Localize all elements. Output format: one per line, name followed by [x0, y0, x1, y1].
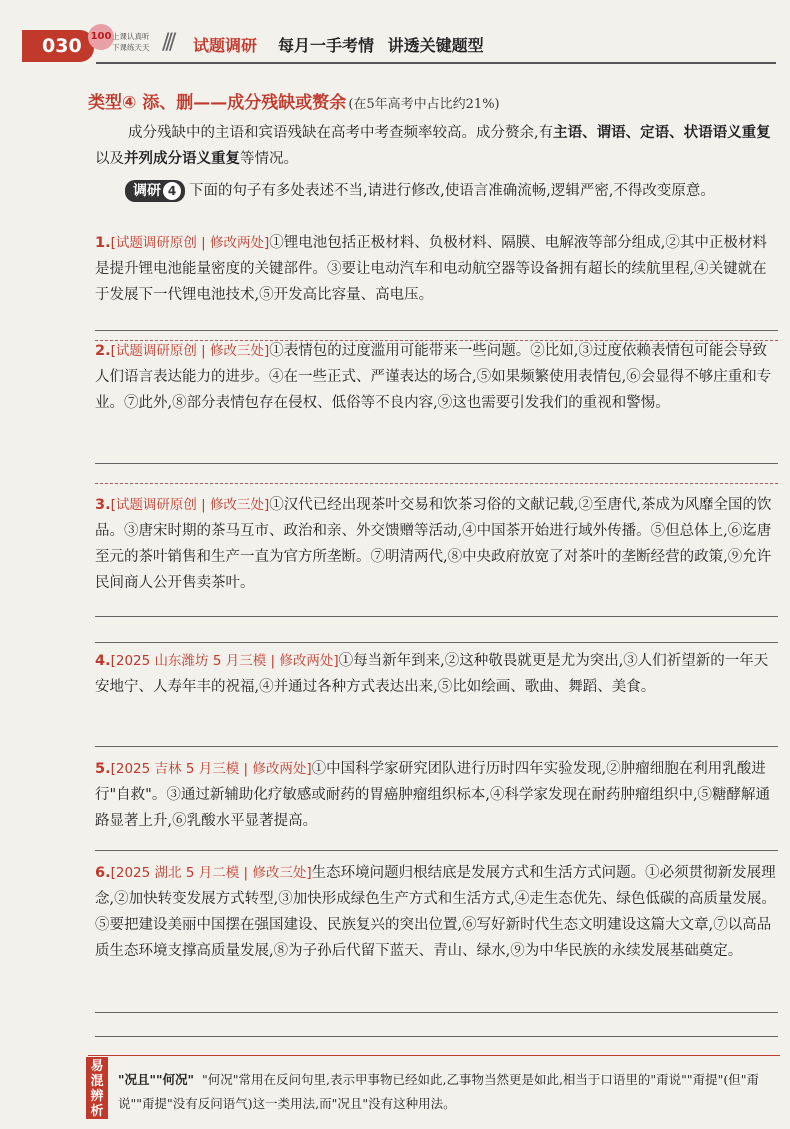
- question-5: [95, 756, 780, 834]
- page-header: [0, 22, 790, 70]
- answer-line[interactable]: [95, 330, 778, 331]
- question-source: [试题调研原创 | 修改三处]: [110, 497, 270, 513]
- intro-paragraph: [95, 120, 780, 172]
- question-text: ①每当新年到来,②这种敬畏就更是尤为突出,③人们祈望新的一年天安地宁、人寿年丰的祝福,④并通过各种方式表达出来,⑤比如绘画、歌曲、舞蹈、美食。: [95, 653, 769, 695]
- answer-line[interactable]: [95, 642, 778, 643]
- question-6: [95, 860, 780, 964]
- intro-text-3: 等情况。: [240, 151, 298, 167]
- question-1: [95, 230, 780, 308]
- tip-term: "况且""何况": [118, 1072, 195, 1087]
- question-source: [2025 吉林 5 月三模 | 修改两处]: [110, 761, 312, 777]
- intro-bold-1: 主语、谓语、定语、状语语义重复: [553, 125, 771, 141]
- question-text: 生态环境问题归根结底是发展方式和生活方式问题。①必须贯彻新发展理念,②加快转变发展方式转型,③加快形成绿色生产方式和生活方式,④走生态优先、绿色低碳的高质量发展。⑤要把建设美丽中国摆在强国建设、民族复兴的突出位置,⑥写好新时代生态文明建设这篇大文章,⑦以高品质生态环境支撑高质量发展,⑧为子孙后代留下蓝天、青山、绿水,⑨为中华民族的永续发展基础奠定。: [95, 865, 776, 959]
- intro-text-1: 成分残缺中的主语和宾语残缺在高考中考查频率较高。成分赘余,有: [128, 125, 554, 141]
- question-number: 6.: [95, 865, 111, 881]
- separator: [95, 483, 778, 484]
- tip-label: 易混辨析: [86, 1057, 108, 1119]
- answer-line[interactable]: [95, 1036, 778, 1037]
- answer-line[interactable]: [95, 746, 778, 747]
- research-tag-number: 4: [163, 182, 181, 200]
- question-source: [试题调研原创 | 修改三处]: [110, 343, 270, 359]
- question-source: [试题调研原创 | 修改两处]: [110, 235, 270, 251]
- question-text: ①锂电池包括正极材料、负极材料、隔膜、电解液等部分组成,②其中正极材料是提升锂电池能量密度的关键部件。③要让电动汽车和电动航空器等设备拥有超长的续航里程,④关键就在于发展下一代锂电池技术,⑤开发高比容量、高电压。: [95, 235, 767, 303]
- question-number: 3.: [95, 497, 111, 513]
- research-prompt: [95, 178, 780, 204]
- question-number: 2.: [95, 343, 111, 359]
- header-rule: [96, 62, 776, 64]
- logo-badge: 100: [88, 24, 114, 50]
- answer-line[interactable]: [95, 463, 778, 464]
- question-2: [95, 338, 780, 416]
- research-text: 下面的句子有多处表述不当,请进行修改,使语言准确流畅,逻辑严密,不得改变原意。: [189, 183, 715, 199]
- question-number: 4.: [95, 653, 111, 669]
- question-text: ①表情包的过度滥用可能带来一些问题。②比如,③过度依赖表情包可能会导致人们语言表达能力的进步。④在一些正式、严谨表达的场合,⑤如果频繁使用表情包,⑥会显得不够庄重和专业。⑦此外,⑧部分表情包存在侵权、低俗等不良内容,⑨这也需要引发我们的重视和警惕。: [95, 343, 772, 411]
- answer-line[interactable]: [95, 1012, 778, 1013]
- research-tag: [125, 180, 185, 202]
- answer-line[interactable]: [95, 850, 778, 851]
- header-slogan: [112, 31, 168, 53]
- slogan-line-1: 上课认真听: [112, 32, 150, 41]
- question-number: 1.: [95, 235, 111, 251]
- question-text: ①中国科学家研究团队进行历时四年实验发现,②肿瘤细胞在利用乳酸进行"自救"。③通过新辅助化疗敏感或耐药的胃癌肿瘤组织标本,④科学家发现在耐药肿瘤组织中,⑤糖酵解通路显著上升,⑥乳酸水平显著提高。: [95, 761, 771, 829]
- question-4: [95, 648, 780, 700]
- tip-text: [118, 1068, 778, 1116]
- intro-bold-2: 并列成分语义重复: [124, 151, 240, 167]
- question-3: [95, 492, 780, 596]
- type-note: (在5年高考中占比约21%): [348, 97, 500, 112]
- tip-body: "何况"常用在反问句里,表示甲事物已经如此,乙事物当然更是如此,相当于口语里的"甭说""甭提"(但"甭说""甭提"没有反问语气)这一类用法,而"况且"没有这种用法。: [118, 1072, 760, 1111]
- answer-line[interactable]: [95, 616, 778, 617]
- intro-text-2: 以及: [95, 151, 124, 167]
- question-number: 5.: [95, 761, 111, 777]
- page-number: 030: [22, 30, 94, 62]
- question-source: [2025 湖北 5 月二模 | 修改三处]: [110, 865, 312, 881]
- question-text: ①汉代已经出现茶叶交易和饮茶习俗的文献记载,②至唐代,茶成为风靡全国的饮品。③唐宋时期的茶马互市、政治和亲、外交馈赠等活动,④中国茶开始进行域外传播。⑤但总体上,⑥迄唐至元的茶叶销售和生产一直为官方所垄断。⑦明清两代,⑧中央政府放宽了对茶叶的垄断经营的政策,⑨允许民间商人公开售卖茶叶。: [95, 497, 772, 591]
- slash-decoration: ///: [162, 30, 173, 55]
- question-source: [2025 山东潍坊 5 月三模 | 修改两处]: [110, 653, 339, 669]
- header-subtitle: 每月一手考情 讲透关键题型: [278, 36, 484, 55]
- type-title: 类型④ 添、删——成分残缺或赘余: [88, 93, 347, 113]
- slogan-line-2: 下课练天天: [112, 43, 150, 52]
- header-title: 试题调研: [193, 36, 258, 55]
- research-tag-label: 调研: [133, 183, 161, 199]
- type-heading: [88, 88, 500, 113]
